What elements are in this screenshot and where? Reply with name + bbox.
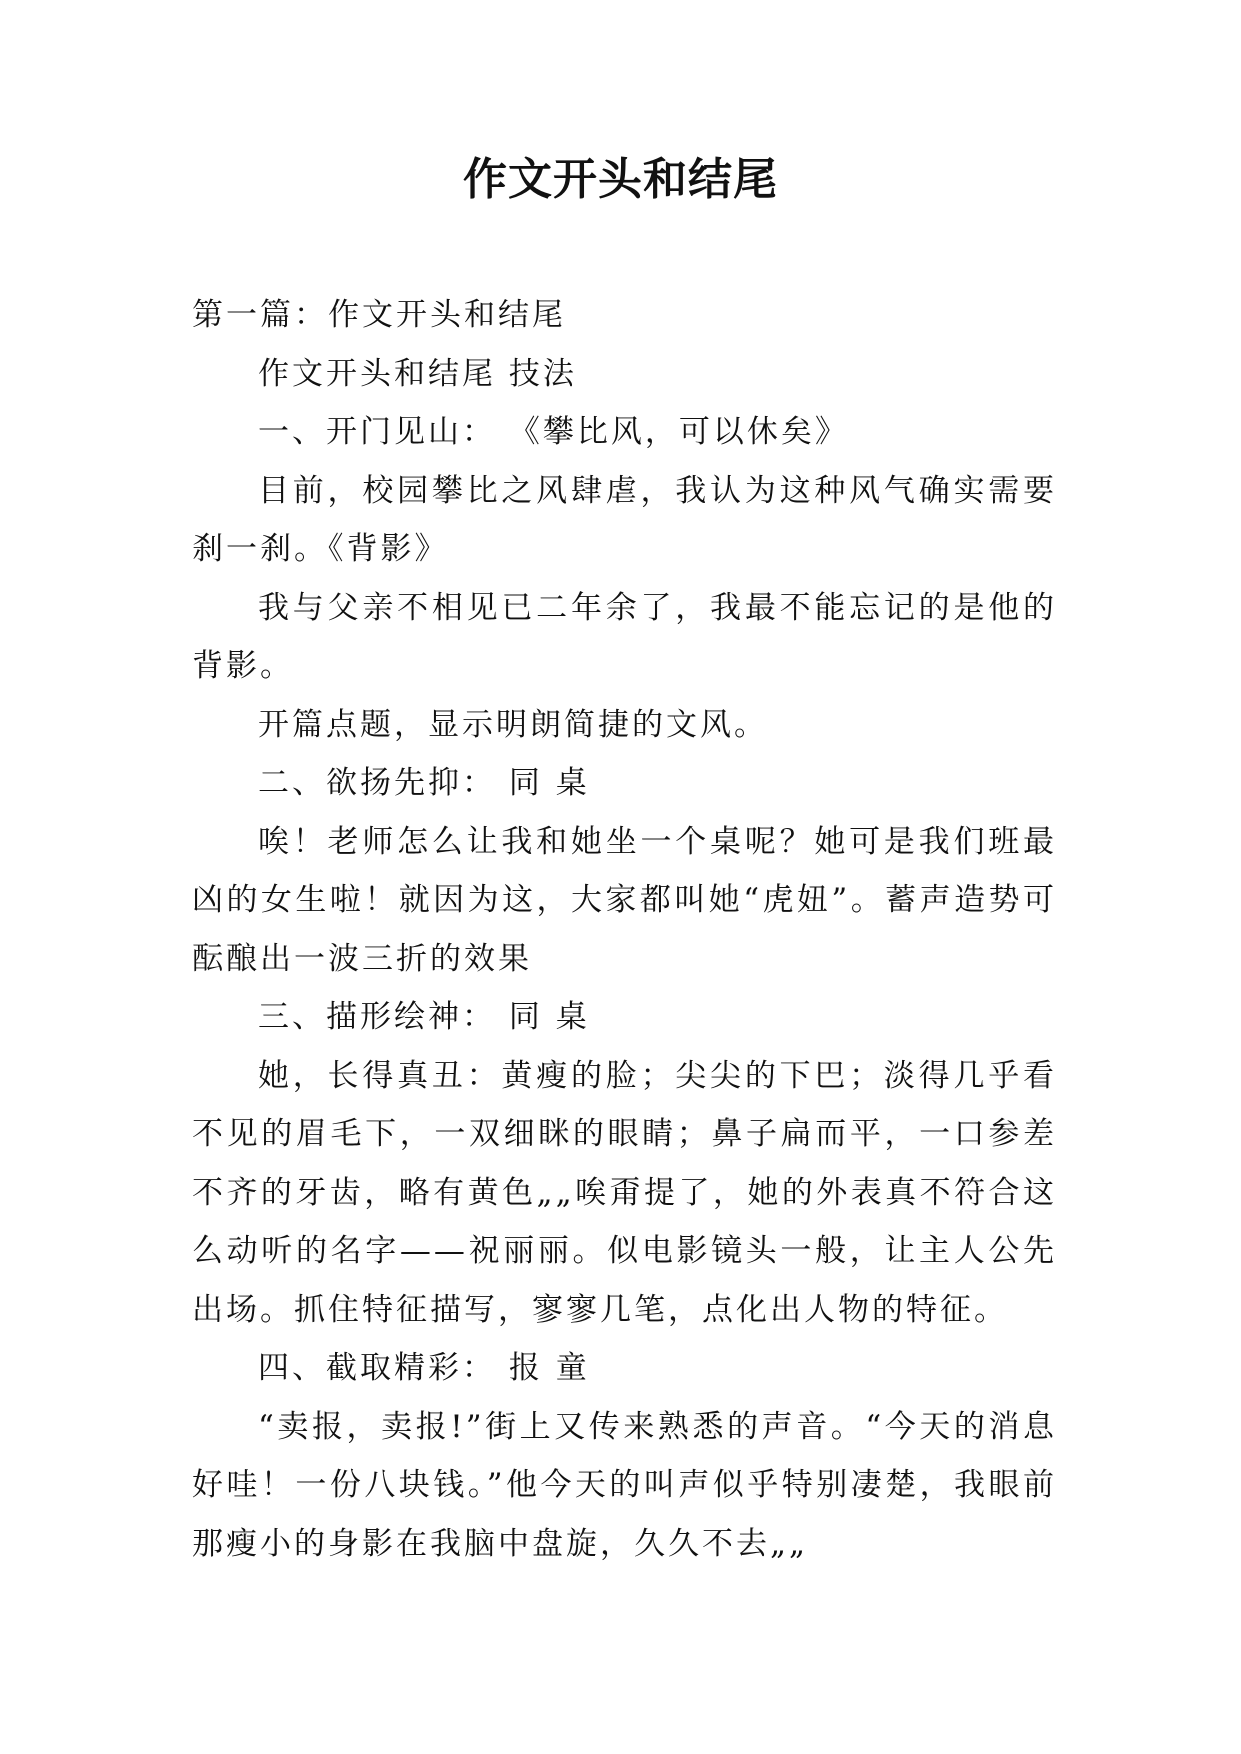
paragraph-example-2: 我与父亲不相见已二年余了，我最不能忘记的是他的背影。 — [192, 589, 1057, 684]
paragraph-example-1: 目前，校园攀比之风肆虐，我认为这种风气确实需要刹一刹。《背影》 — [192, 472, 1057, 567]
paragraph-technique-3: 三、描形绘神： 同 桌 — [258, 999, 590, 1035]
paragraph-technique-4: 四、截取精彩： 报 童 — [258, 1350, 590, 1386]
document-title: 作文开头和结尾 — [463, 154, 778, 205]
paragraph-example-5: “卖报，卖报!”街上又传来熟悉的声音。“今天的消息好哇！一份八块钱。”他今天的叫声似乎特别凄楚，我眼前那瘦小的身影在我脑中盘旋，久久不去„„ — [192, 1408, 1057, 1562]
paragraph-subtitle: 作文开头和结尾 技法 — [258, 355, 577, 392]
paragraph-section-heading: 第一篇：作文开头和结尾 — [192, 297, 566, 333]
paragraph-example-3: 唉！老师怎么让我和她坐一个桌呢？她可是我们班最凶的女生啦！就因为这，大家都叫她“虎妞”。蓄声造势可酝酿出一波三折的效果 — [192, 823, 1057, 977]
paragraph-comment-1: 开篇点题，显示明朗简捷的文风。 — [258, 706, 768, 743]
document-body — [192, 286, 1057, 1573]
paragraph-technique-2: 二、欲扬先抑： 同 桌 — [258, 765, 590, 801]
paragraph-technique-1: 一、开门见山： 《攀比风，可以休矣》 — [258, 414, 849, 450]
paragraph-example-4: 她，长得真丑：黄瘦的脸；尖尖的下巴；淡得几乎看不见的眉毛下，一双细眯的眼睛；鼻子扁而平，一口参差不齐的牙齿，略有黄色„„唉甭提了，她的外表真不符合这么动听的名字——祝丽丽。似电影镜头一般，让主人公先出场。抓住特征描写，寥寥几笔，点化出人物的特征。 — [192, 1057, 1057, 1328]
